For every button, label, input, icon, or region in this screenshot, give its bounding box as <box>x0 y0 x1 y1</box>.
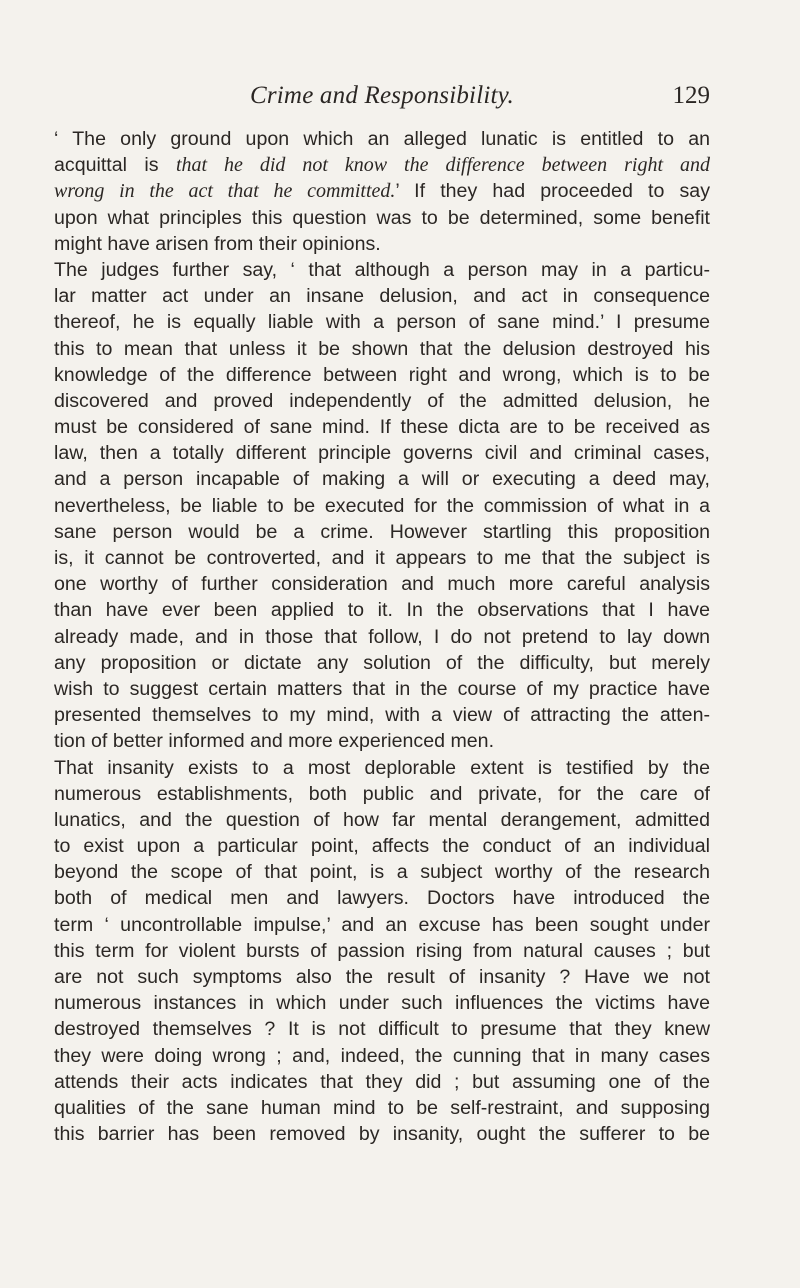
text-line: numerous establishments, both public and private, for the care of <box>54 782 710 805</box>
text-line: tion of better informed and more experienced men. <box>54 730 495 753</box>
text-line: they were doing wrong ; and, indeed, the cunning that in many cases <box>54 1044 710 1067</box>
text-line: this barrier has been removed by insanity, ought the sufferer to be <box>54 1123 710 1146</box>
text-line: knowledge of the difference between right and wrong, which is to be <box>54 363 710 386</box>
text-line: and a person incapable of making a will or executing a deed may, <box>54 468 710 491</box>
text-line: is, it cannot be controverted, and it appears to me that the subject is <box>54 547 710 569</box>
text-line: to exist upon a particular point, affects the conduct of an individual <box>54 835 710 858</box>
text-line: both of medical men and lawyers. Doctors have introduced the <box>54 887 710 910</box>
text-line: already made, and in those that follow, I do not pretend to lay down <box>54 625 710 648</box>
italic-run: that he did not know the difference between right and <box>175 154 710 177</box>
text-line: discovered and proved independently of the admitted delusion, he <box>54 389 710 412</box>
running-title: Crime and Responsibility. <box>249 82 515 109</box>
body-text <box>54 126 710 1147</box>
text-line: this to mean that unless it be shown that the delusion destroyed his <box>54 337 710 360</box>
text-line: qualities of the sane human mind to be self-restraint, and supposing <box>54 1096 710 1119</box>
text-line <box>54 178 710 204</box>
running-head <box>54 82 710 122</box>
text-line: The judges further say, ‘ that although a person may in a particu- <box>54 258 710 281</box>
text-line: one worthy of further consideration and much more careful analysis <box>54 573 710 596</box>
text-line: are not such symptoms also the result of insanity ? Have we not <box>54 966 710 988</box>
text-line: lunatics, and the question of how far mental derangement, admitted <box>54 808 710 831</box>
text-line: nevertheless, be liable to be executed for the commission of what in a <box>54 494 710 517</box>
text-line: sane person would be a crime. However startling this proposition <box>54 520 710 543</box>
text-line: attends their acts indicates that they did ; but assuming one of the <box>54 1070 710 1093</box>
text-line: presented themselves to my mind, with a view of attracting the atten- <box>54 704 710 727</box>
text-line: any proposition or dictate any solution of the difficulty, but merely <box>54 651 710 674</box>
text-line: thereof, he is equally liable with a person of sane mind.’ I presume <box>54 311 710 334</box>
italic-run: wrong in the act that he committed. <box>54 180 396 203</box>
text-line: lar matter act under an insane delusion, and act in consequence <box>54 285 710 308</box>
text-line: beyond the scope of that point, is a subject worthy of the research <box>54 861 710 884</box>
text-line: wish to suggest certain matters that in the course of my practice have <box>54 677 710 700</box>
text-run: ’ If they had proceeded to say <box>395 180 710 203</box>
text-line: law, then a totally different principle governs civil and criminal cases, <box>54 442 710 465</box>
text-line: numerous instances in which under such influences the victims have <box>54 992 710 1015</box>
page-number: 129 <box>672 82 710 109</box>
text-line: That insanity exists to a most deplorable extent is testified by the <box>54 756 710 779</box>
text-line: than have ever been applied to it. In the observations that I have <box>54 599 710 622</box>
text-line: must be considered of sane mind. If these dicta are to be received as <box>54 416 710 439</box>
text-line: term ‘ uncontrollable impulse,’ and an excuse has been sought under <box>54 913 710 936</box>
text-line: destroyed themselves ? It is not difficult to presume that they knew <box>54 1018 710 1041</box>
text-line: this term for violent bursts of passion rising from natural causes ; but <box>54 939 710 962</box>
text-line: upon what principles this question was to be determined, some benefit <box>54 206 710 229</box>
text-line: might have arisen from their opinions. <box>54 232 381 255</box>
text-line <box>54 152 710 178</box>
text-run: acquittal is <box>54 154 176 177</box>
text-line: ‘ The only ground upon which an alleged lunatic is entitled to an <box>54 128 710 150</box>
